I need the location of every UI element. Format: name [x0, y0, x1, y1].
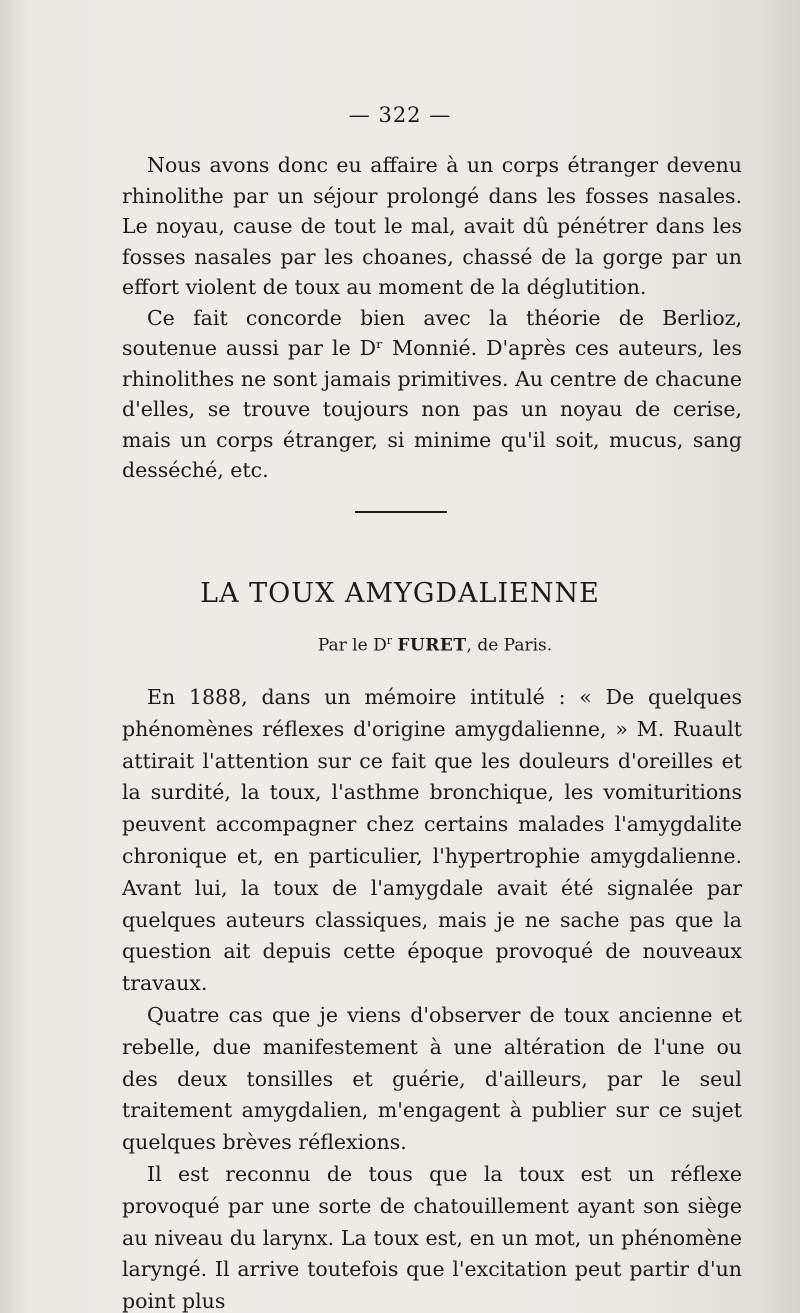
- page-number: — 322 —: [348, 103, 452, 127]
- paragraph: Ce fait concorde bien avec la théorie de Berlioz, soutenue aussi par le Dʳ Monnié. D'après ces auteurs, les rhinolithes ne sont jamais primitives. Au centre de chacune d'elles, se trouve toujours non pas un noyau de cerise, mais un corps étranger, si minime qu'il soit, mucus, sang desséché, etc.: [122, 305, 742, 482]
- paragraph: Quatre cas que je viens d'observer de toux ancienne et rebelle, due manifestement à une altération de l'une ou des deux tonsilles et guérie, d'ailleurs, par le seul traitement amygdalien, m'engagent à publier sur ce sujet quelques brèves réflexions.: [122, 1002, 742, 1155]
- paragraph: Nous avons donc eu affaire à un corps étranger devenu rhinolithe par un séjour prolongé dans les fosses nasales. Le noyau, cause de tout le mal, avait dû pénétrer dans les fosses nasales par les choanes, chassé de la gorge par un effort violent de toux au moment de la déglutition.: [122, 153, 742, 299]
- paragraph: En 1888, dans un mémoire intitulé : « De quelques phénomènes réflexes d'origine amygdalienne, » M. Ruault attirait l'attention sur ce fait que les douleurs d'oreilles et la surdité, la toux, l'asthme bronchique, les vomituritions peuvent accompagner chez certains malades l'amygdalite chronique et, en particulier, l'hypertrophie amygdalienne. Avant lui, la toux de l'amygdale avait été signalée par quelques auteurs classiques, mais je ne sache pas que la question ait depuis cette époque provoqué de nouveaux travaux.: [122, 685, 742, 996]
- article-title: LA TOUX AMYGDALIENNE: [200, 578, 600, 609]
- byline-superscript: r: [386, 634, 392, 647]
- byline-author: FURET: [397, 635, 467, 656]
- article-byline: [0, 634, 800, 656]
- article-body: [122, 682, 742, 1313]
- byline-prefix: Par le D: [317, 635, 387, 656]
- paragraph: Il est reconnu de tous que la toux est un réflexe provoqué par une sorte de chatouillement ayant son siège au niveau du larynx. La toux est, en un mot, un phénomène laryngé. Il arrive toutefois que l'excitation peut partir d'un point plus: [122, 1161, 742, 1313]
- section-divider: [355, 511, 447, 513]
- byline-suffix: , de Paris.: [466, 635, 553, 656]
- continued-text: [122, 150, 742, 486]
